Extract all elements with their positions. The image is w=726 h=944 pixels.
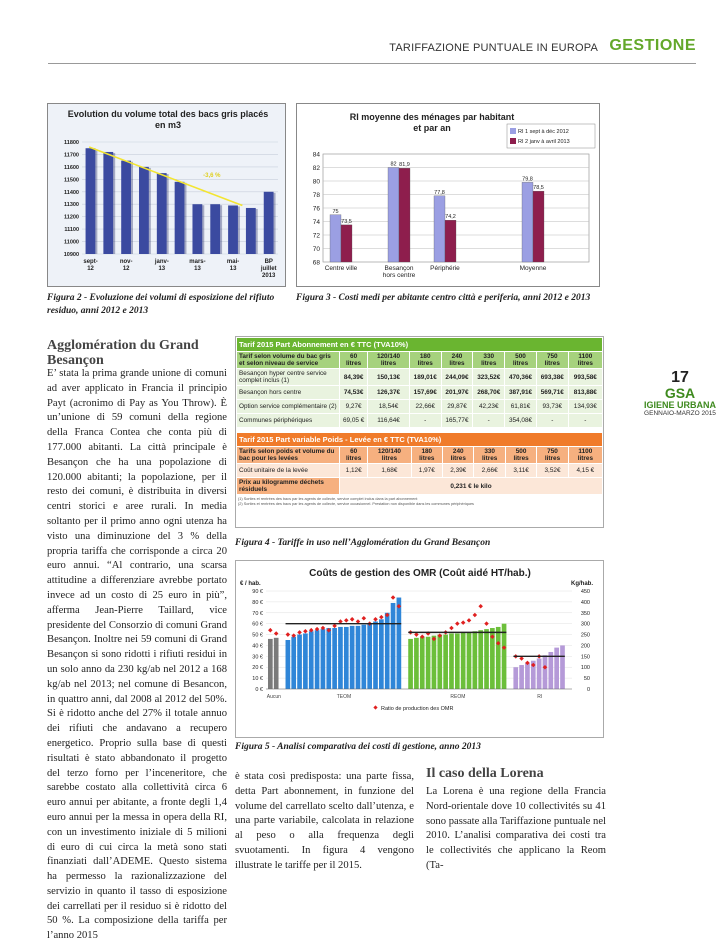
- variable-row-label: Coût unitaire de la levée: [237, 464, 340, 478]
- bar: [356, 626, 361, 689]
- tariff-abonnement-table: [236, 337, 603, 428]
- table-row: [237, 400, 603, 414]
- bar: [397, 598, 402, 689]
- y-tick-label: 11800: [64, 140, 79, 146]
- article-heading-2: Il caso della Lorena: [426, 766, 544, 781]
- ratio-point: [303, 629, 308, 634]
- x-tick-label: juillet: [260, 266, 277, 272]
- bar: [330, 215, 341, 262]
- variable-title: Tarif 2015 Part variable Poids - Levée en € TTC (TVA10%): [237, 433, 603, 447]
- y-axis-label-right: Kg/hab.: [571, 581, 593, 587]
- tariff-cell: 61,81€: [505, 400, 537, 414]
- tariff-cell: 3,52€: [537, 464, 568, 478]
- bar: [315, 630, 320, 689]
- bar: [379, 619, 384, 689]
- bar: [350, 626, 355, 689]
- bar: [388, 168, 399, 263]
- x-tick-label: 12: [87, 266, 94, 272]
- bar: [434, 196, 445, 262]
- y-tick-label: 11700: [64, 152, 79, 159]
- x-tick-label: Centre ville: [324, 265, 358, 272]
- variable-head-label: Tarifs selon poids et volume du bac pour les levées: [237, 447, 340, 464]
- y-tick-label: 84: [312, 151, 320, 159]
- tariff-cell: 9,27€: [340, 400, 368, 414]
- y-tick-label: 11600: [64, 164, 79, 171]
- y-tick-label: 0 €: [255, 687, 263, 693]
- article-heading: Agglomération du Grand Besançon: [47, 338, 199, 368]
- bin-size-header: 240 litres: [441, 352, 473, 369]
- data-label: 73,5: [341, 218, 352, 225]
- fig2-caption: Figura 2 - Evoluzione dei volumi di esposizione del rifiuto residuo, anni 2012 e 2013: [47, 293, 275, 316]
- tariff-cell: 813,88€: [568, 386, 602, 400]
- bar: [264, 192, 274, 254]
- abonnement-rows: [237, 369, 603, 428]
- bar: [303, 633, 308, 689]
- group-label: Aucun: [266, 694, 281, 700]
- bar: [139, 167, 149, 254]
- tariff-cell: 134,93€: [568, 400, 602, 414]
- bar: [341, 225, 352, 262]
- bar: [554, 648, 559, 689]
- y-tick-label-right: 0: [586, 687, 590, 693]
- kg-label: Prix au kilogramme déchets résiduels: [237, 478, 340, 495]
- tariff-cell: 2,39€: [443, 464, 474, 478]
- y-tick-label: 70 €: [252, 610, 263, 617]
- legend-swatch: [373, 705, 377, 709]
- tariff-cell: 29,87€: [441, 400, 473, 414]
- bin-size-header: 1100 litres: [568, 352, 602, 369]
- data-label: 74,2: [445, 214, 456, 221]
- tariff-cell: 244,09€: [441, 369, 473, 386]
- fig5-caption: Figura 5 - Analisi comparativa dei costi di gestione, anno 2013: [235, 742, 481, 752]
- bar: [86, 148, 96, 254]
- bar: [192, 204, 202, 254]
- y-tick-label: 68: [312, 259, 320, 267]
- fig2-chart: [48, 104, 285, 286]
- x-tick-label: BP: [264, 259, 273, 265]
- x-tick-label: mai-: [226, 259, 240, 265]
- article-col2: [235, 770, 414, 874]
- tariff-cell: 354,08€: [505, 414, 537, 428]
- row-label: Option service complémentaire (2): [237, 400, 340, 414]
- y-tick-label: 11200: [64, 214, 79, 221]
- bin-size-header: 180 litres: [409, 352, 441, 369]
- x-tick-label: nov-: [119, 259, 133, 265]
- y-tick-label: 50 €: [252, 632, 263, 639]
- magazine-sidebar: [640, 370, 720, 418]
- bar: [533, 191, 544, 262]
- row-label: Communes périphériques: [237, 414, 340, 428]
- bar: [157, 173, 167, 254]
- ratio-point: [274, 631, 279, 636]
- tariff-cell: 323,52€: [473, 369, 505, 386]
- bar: [391, 603, 396, 689]
- x-tick-label: Périphérie: [430, 265, 460, 272]
- data-label: 82: [390, 161, 397, 168]
- tariff-footnote: (2) Sorties et rentrées des bacs par les agents de collecte, service occasionnel. Prestation non disponible dans les communes périphériques: [238, 502, 474, 506]
- tariff-cell: 3,11€: [505, 464, 536, 478]
- bar: [467, 632, 472, 689]
- tariff-cell: -: [568, 414, 602, 428]
- bin-size-header: 240 litres: [443, 447, 474, 464]
- tariff-cell: 4,15 €: [568, 464, 602, 478]
- y-tick-label-right: 200: [580, 643, 590, 650]
- tariff-cell: 42,23€: [473, 400, 505, 414]
- running-section: TARIFFAZIONE PUNTUALE IN EUROPA: [389, 42, 598, 54]
- tariff-footnote: (1) Sorties et rentrées des bacs par les agents de collecte, service complet inclus dans la part abonnement: [238, 497, 418, 501]
- y-tick-label-right: 150: [580, 654, 590, 661]
- y-tick-label: 20 €: [252, 665, 263, 672]
- chart-title: et par an: [413, 123, 451, 133]
- bar: [513, 667, 518, 689]
- tariff-cell: 150,13€: [368, 369, 410, 386]
- ratio-point: [373, 617, 378, 622]
- chart-title: en m3: [154, 120, 182, 130]
- article-col1-text: E’ stata la prima grande unione di comuni ad aver applicato in Francia il principio Payt (acronimo di Pay as You Throw). È un’unione di 59 comuni della regione della Franca Contea che conta più di 177.000 abitanti. La città principale è Besançon che ha una popolazione di 120.000 abitanti; la popolazione, per il resto dei comuni, è distribuita in diversi centri storici e aree rurali. In media soltanto per il primo anno ogni utenza ha visto una diminuzione del 3 % della propria tariffa che corrisponde a circa 20 euro annui. “Al contrario, una scarsa attitudine a differenziare avrebbe portato invece ad un costo di 25 euro in più”, afferma Jean-Pierre Taillard, vice presidente del Consorzio di comuni Grand Besançon. Inoltre nei 59 comuni di Grand Besançon si sono ridotti i rifiuti residui in un solo anno da 230 kg/ab nel 2012 a 168 kg/ab nel 2013; nel comune di Besancon, in quattro anni, dal 2008 al 2012 del 50%. Si è ridotto anche del 27% il totale annuo dei rifiuti che andavano a recupero energetico. Proprio sulla base di questi risultati è stato abbandonato il progetto del terzo forno per l’inceneritore, che sarebbe costato alla collettività circa 6 euro annui per abitante, a fronte degli 1,4 euro annui per la messa in opera della RI, con un investimento iniziale di 5 milioni di euro di cui circa la metà sono stati finanziati dall’ADEME. Questo sistema ha permesso la razionalizzazione del servizio in quanto il tasso di esposizione dei carrellati per il residuo si è ridotto del 50 %. La composizione della tariffa per l’anno 2015: [47, 368, 227, 942]
- header-rule: [48, 63, 696, 64]
- data-label: 81,9: [399, 162, 410, 169]
- bar: [525, 663, 530, 689]
- y-tick-label: 82: [312, 165, 320, 172]
- bar: [291, 637, 296, 689]
- data-label: 77,8: [434, 189, 445, 196]
- bar: [414, 638, 419, 689]
- bar: [286, 640, 291, 689]
- tariff-cell: 993,58€: [568, 369, 602, 386]
- tariff-cell: 569,71€: [536, 386, 568, 400]
- bar: [309, 631, 314, 689]
- ratio-point: [478, 604, 483, 609]
- legend-label: RI 2 janv à avril 2013: [518, 139, 570, 145]
- y-tick-label-right: 250: [580, 632, 590, 639]
- article-col3: [426, 785, 606, 874]
- bin-size-header: 500 litres: [505, 352, 537, 369]
- tariff-cell: 18,54€: [368, 400, 410, 414]
- article-col3-text: La Lorena è una regione della Francia Nord-orientale dove 10 collectivités su 41 sono passate alla Tariffazione puntuale nel 2010. L’analisi comparativa dei costi tra le collectivités che applicano la Reom (Ta-: [426, 786, 606, 871]
- legend-label: Ratio de production des OMR: [381, 706, 454, 712]
- y-tick-label-right: 100: [580, 665, 590, 672]
- figure-4: [235, 336, 604, 528]
- y-tick-label: 78: [312, 192, 320, 199]
- fig3-chart: [297, 104, 599, 286]
- fig3-caption: Figura 3 - Costi medi per abitante centro città e periferia, anni 2012 e 2013: [296, 293, 591, 303]
- bin-size-header: 60 litres: [340, 447, 368, 464]
- bar: [537, 659, 542, 689]
- tariff-cell: 74,53€: [340, 386, 368, 400]
- tariff-footnotes: [236, 495, 603, 509]
- article-col2-text: è stata così predisposta: una parte fissa, detta Part abonnement, in funzione del volume del carrellato scelto dall’utenza, e una parte variabile, calcolata in relazione al peso o alla frequenza degli svuotamenti. In figura 4 vengono illustrate le tariffe per il 2015.: [235, 771, 414, 871]
- tariff-cell: 1,68€: [368, 464, 411, 478]
- y-tick-label: 11300: [64, 202, 79, 209]
- bar: [210, 204, 220, 254]
- page-number: 17: [671, 369, 689, 386]
- bar: [321, 629, 326, 689]
- y-tick-label-right: 350: [580, 610, 590, 617]
- ratio-point: [379, 615, 384, 620]
- y-tick-label: 72: [312, 232, 320, 240]
- data-label: 75: [332, 208, 339, 215]
- bin-size-header: 180 litres: [411, 447, 442, 464]
- ratio-point: [286, 632, 291, 637]
- bar: [432, 636, 437, 689]
- x-tick-label: Moyenne: [519, 265, 547, 272]
- bar: [399, 168, 410, 262]
- bar: [274, 638, 279, 689]
- legend-swatch: [510, 138, 516, 144]
- bar: [426, 637, 431, 689]
- y-tick-label: 76: [312, 205, 320, 213]
- tariff-cell: 1,97€: [411, 464, 442, 478]
- tariff-cell: 116,64€: [368, 414, 410, 428]
- tariff-cell: 693,38€: [536, 369, 568, 386]
- figure-5: [235, 560, 604, 738]
- x-tick-label: 13: [194, 266, 201, 272]
- abonnement-head-label: Tarif selon volume du bac gris et selon niveau de service: [237, 352, 340, 369]
- bar: [502, 624, 507, 689]
- trend-annotation: -3,6 %: [203, 172, 221, 179]
- gsa-logo: GSA: [664, 385, 696, 401]
- x-tick-label: hors centre: [382, 272, 416, 279]
- bar: [103, 152, 113, 254]
- bar: [420, 637, 425, 689]
- x-tick-label: sept-: [83, 259, 98, 265]
- x-tick-label: 13: [229, 266, 237, 272]
- bar: [175, 182, 185, 254]
- ratio-point: [391, 595, 396, 600]
- y-tick-label-right: 450: [580, 589, 590, 595]
- group-label: RI: [537, 694, 543, 700]
- y-tick-label: 10 €: [252, 676, 263, 683]
- y-tick-label: 11400: [64, 189, 79, 196]
- x-tick-label: mars-: [189, 259, 206, 265]
- bar: [268, 639, 273, 689]
- tariff-cell: -: [473, 414, 505, 428]
- tariff-cell: 93,73€: [536, 400, 568, 414]
- bar: [121, 161, 131, 254]
- tariff-cell: 189,01€: [409, 369, 441, 386]
- tariff-variable-table: [236, 432, 603, 495]
- abonnement-title: Tarif 2015 Part Abonnement en € TTC (TVA10%): [237, 338, 603, 352]
- tariff-cell: -: [536, 414, 568, 428]
- tariff-cell: 69,05 €: [340, 414, 368, 428]
- bar: [461, 632, 466, 689]
- bin-size-header: 500 litres: [505, 447, 536, 464]
- y-tick-label: 40 €: [252, 643, 263, 650]
- y-tick-label-right: 400: [580, 599, 590, 606]
- ratio-point: [484, 621, 489, 626]
- ratio-point: [297, 630, 302, 635]
- row-label: Besançon hors centre: [237, 386, 340, 400]
- y-tick-label: 30 €: [252, 654, 263, 661]
- bin-size-header: 1100 litres: [568, 447, 602, 464]
- bar: [344, 627, 349, 689]
- group-label: REOM: [450, 694, 466, 700]
- chart-title: Evolution du volume total des bacs gris placés: [67, 109, 269, 119]
- y-tick-label-right: 300: [580, 621, 590, 628]
- fig5-chart: [236, 561, 603, 737]
- bar: [484, 629, 489, 689]
- legend-label: RI 1 sept à déc 2012: [518, 129, 569, 135]
- bar: [560, 645, 565, 689]
- ratio-point: [467, 618, 472, 623]
- ratio-point: [350, 617, 355, 622]
- ratio-point: [268, 628, 273, 633]
- x-tick-label: Besançon: [384, 265, 414, 272]
- bin-size-header: 120/140 litres: [368, 447, 411, 464]
- ratio-point: [461, 620, 466, 625]
- table-row: [237, 369, 603, 386]
- bin-size-header: 750 litres: [537, 447, 568, 464]
- tariff-cell: 1,12€: [340, 464, 368, 478]
- bar: [519, 665, 524, 689]
- tariff-cell: 126,37€: [368, 386, 410, 400]
- bar: [297, 635, 302, 689]
- y-tick-label: 74: [312, 219, 320, 226]
- figure-2: [47, 103, 286, 287]
- bar: [543, 655, 548, 689]
- chart-title: Coûts de gestion des OMR (Coût aidé HT/hab.): [309, 568, 531, 579]
- y-tick-label: 70: [312, 246, 320, 253]
- tariff-cell: 165,77€: [441, 414, 473, 428]
- bar: [478, 630, 483, 689]
- tariff-cell: 201,97€: [441, 386, 473, 400]
- ratio-point: [449, 626, 454, 631]
- bar: [361, 625, 366, 689]
- y-tick-label: 11000: [64, 239, 79, 246]
- ratio-point: [473, 613, 478, 618]
- y-tick-label: 11100: [64, 227, 79, 234]
- group-label: TEOM: [336, 694, 352, 700]
- tariff-cell: 470,36€: [505, 369, 537, 386]
- table-row: [237, 414, 603, 428]
- article-col1: [47, 367, 227, 944]
- bar: [443, 635, 448, 689]
- running-header: [0, 36, 726, 60]
- bar: [548, 652, 553, 689]
- y-tick-label: 11500: [64, 177, 79, 184]
- running-category: GESTIONE: [609, 37, 696, 54]
- bar: [373, 621, 378, 689]
- bin-size-header: 330 litres: [473, 352, 505, 369]
- y-tick-label: 80 €: [252, 599, 263, 606]
- y-tick-label-right: 50: [583, 676, 590, 683]
- bin-size-header: 60 litres: [340, 352, 368, 369]
- fig4-caption: Figura 4 - Tariffe in uso nell’Agglomération du Grand Besançon: [235, 538, 491, 548]
- bar: [367, 624, 372, 689]
- magazine-name: IGIENE URBANA: [643, 400, 716, 410]
- tariff-cell: -: [409, 414, 441, 428]
- ratio-point: [455, 621, 460, 626]
- bar: [522, 182, 533, 262]
- x-tick-label: 12: [122, 266, 130, 272]
- data-label: 79,8: [522, 176, 533, 183]
- chart-title: RI moyenne des ménages par habitant: [349, 112, 515, 122]
- tariff-cell: 387,91€: [505, 386, 537, 400]
- row-label: Besançon hyper centre service complet inclus (1): [237, 369, 340, 386]
- bar: [437, 635, 442, 689]
- tariff-cell: 84,39€: [340, 369, 368, 386]
- bar: [449, 633, 454, 689]
- y-axis-label-left: € / hab.: [240, 581, 261, 587]
- data-label: 78,5: [533, 185, 544, 192]
- bar: [496, 627, 501, 689]
- x-tick-label: janv-: [154, 259, 169, 265]
- bar: [408, 639, 413, 689]
- bin-size-header: 750 litres: [536, 352, 568, 369]
- tariff-cell: 157,69€: [409, 386, 441, 400]
- tariff-cell: 2,66€: [474, 464, 505, 478]
- y-tick-label: 90 €: [252, 589, 263, 595]
- bar: [473, 631, 478, 689]
- ratio-point: [362, 616, 367, 621]
- bar: [455, 633, 460, 689]
- y-tick-label: 10900: [63, 252, 79, 258]
- x-tick-label: 2013: [262, 273, 276, 279]
- bar: [338, 627, 343, 689]
- tariff-cell: 22,66€: [409, 400, 441, 414]
- tariff-cell: 268,70€: [473, 386, 505, 400]
- y-tick-label: 80: [312, 178, 320, 186]
- ratio-point: [344, 618, 349, 623]
- figure-3: [296, 103, 600, 287]
- bin-size-header: 120/140 litres: [368, 352, 410, 369]
- bin-size-header: 330 litres: [474, 447, 505, 464]
- kg-value: 0,231 € le kilo: [340, 478, 603, 495]
- table-row: [237, 386, 603, 400]
- bar: [228, 205, 238, 254]
- y-tick-label: 60 €: [252, 621, 263, 628]
- bar: [445, 220, 456, 262]
- x-tick-label: 13: [158, 266, 166, 272]
- bar: [246, 208, 256, 254]
- bar: [326, 628, 331, 689]
- issue-date: GENNAIO-MARZO 2015: [644, 410, 716, 417]
- legend-swatch: [510, 128, 516, 134]
- bar: [332, 628, 337, 689]
